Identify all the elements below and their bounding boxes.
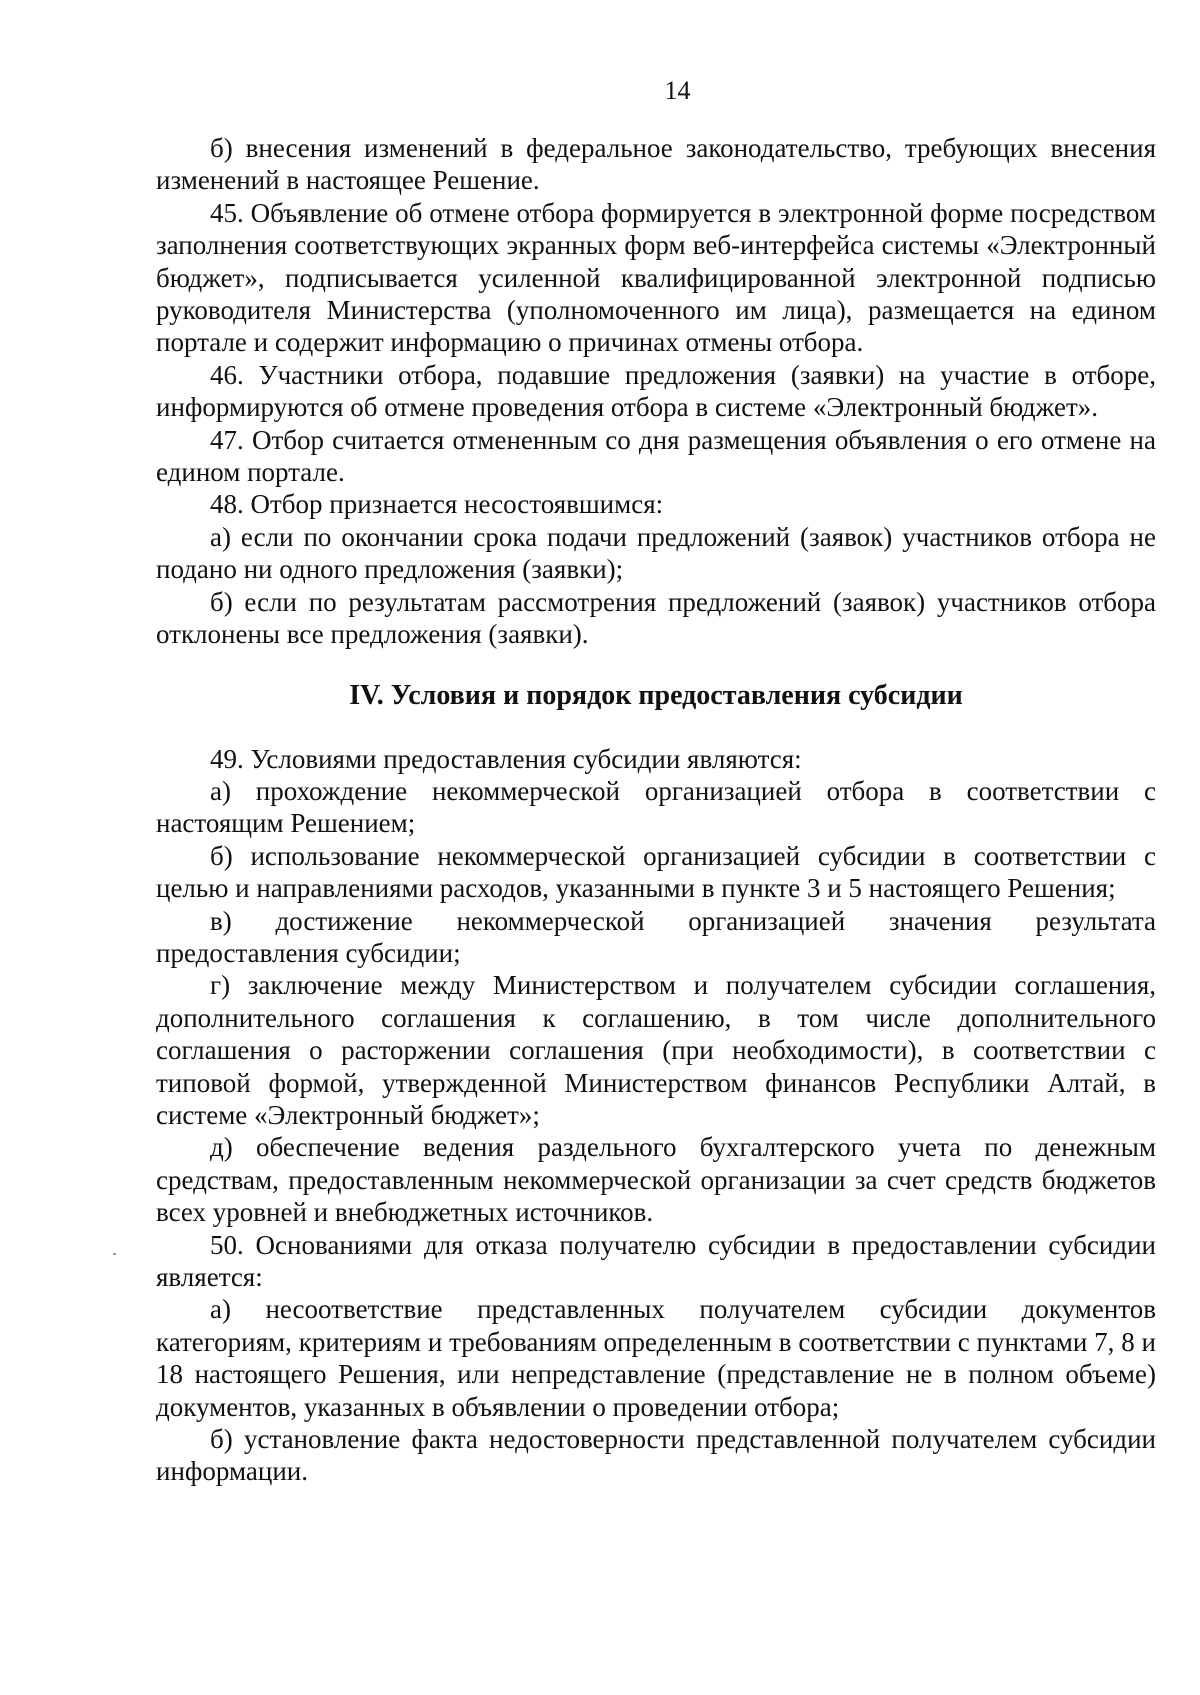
paragraph-49-item-b: б) использование некоммерческой организацией субсидии в соответствии с целью и направлениями расходов, указанными в пункте 3 и 5 настоящего Решения; xyxy=(156,840,1156,904)
paragraph-49: 49. Условиями предоставления субсидии являются: xyxy=(210,743,802,774)
page-number: 14 xyxy=(664,76,691,105)
paragraph-50-item-b: б) установление факта недостоверности представленной получателем субсидии информации. xyxy=(156,1424,1156,1487)
section-heading: IV. Условия и порядок предоставления субсидии xyxy=(349,679,963,711)
paragraph-49-item-g: г) заключение между Министерством и получателем субсидии соглашения, дополнительного соглашения к соглашению, в том числе дополнительного соглашения о расторжении соглашения (при необходимости), в соответствии с типовой формой, утвержденной Министерством финансов Республики Алтай, в системе «Электронный бюджет»; xyxy=(156,970,1156,1130)
paragraph-48-item-a: а) если по окончании срока подачи предложений (заявок) участников отбора не подано ни одного предложения (заявки); xyxy=(156,521,1156,585)
paragraph-46: 46. Участники отбора, подавшие предложения (заявки) на участие в отборе, информируются об отмене проведения отбора в системе «Электронный бюджет». xyxy=(156,359,1156,423)
paragraph-49-item-a: а) прохождение некоммерческой организацией отбора в соответствии с настоящим Решением; xyxy=(156,775,1156,839)
scan-artifact xyxy=(113,1253,116,1255)
paragraph-45: 45. Объявление об отмене отбора формируется в электронной форме посредством заполнения соответствующих экранных форм веб-интерфейса системы «Электронный бюджет», подписывается усиленной квалифицированной электронной подписью руководителя Министерства (уполномоченного им лица), размещается на едином портале и содержит информацию о причинах отмены отбора. xyxy=(156,197,1156,358)
document-body xyxy=(156,132,1156,1488)
paragraph-47: 47. Отбор считается отмененным со дня размещения объявления о его отмене на едином портале. xyxy=(156,424,1156,488)
paragraph-item-b-amendments: б) внесения изменений в федеральное законодательство, требующих внесения изменений в настоящее Решение. xyxy=(156,133,1156,196)
paragraph-48-item-b: б) если по результатам рассмотрения предложений (заявок) участников отбора отклонены все предложения (заявки). xyxy=(156,586,1156,650)
paragraph-49-item-v: в) достижение некоммерческой организацией значения результата предоставления субсидии; xyxy=(156,905,1156,968)
paragraph-50: 50. Основаниями для отказа получателю субсидии в предоставлении субсидии является: xyxy=(156,1229,1156,1292)
paragraph-48: 48. Отбор признается несостоявшимся: xyxy=(210,489,664,520)
paragraph-50-item-a: а) несоответствие представленных получателем субсидии документов категориям, критериям и требованиям определенным в соответствии с пунктами 7, 8 и 18 настоящего Решения, или непредставление (представление не в полном объеме) документов, указанных в объявлении о проведении отбора; xyxy=(156,1294,1156,1422)
paragraph-49-item-d: д) обеспечение ведения раздельного бухгалтерского учета по денежным средствам, предоставленным некоммерческой организации за счет средств бюджетов всех уровней и внебюджетных источников. xyxy=(156,1132,1156,1228)
